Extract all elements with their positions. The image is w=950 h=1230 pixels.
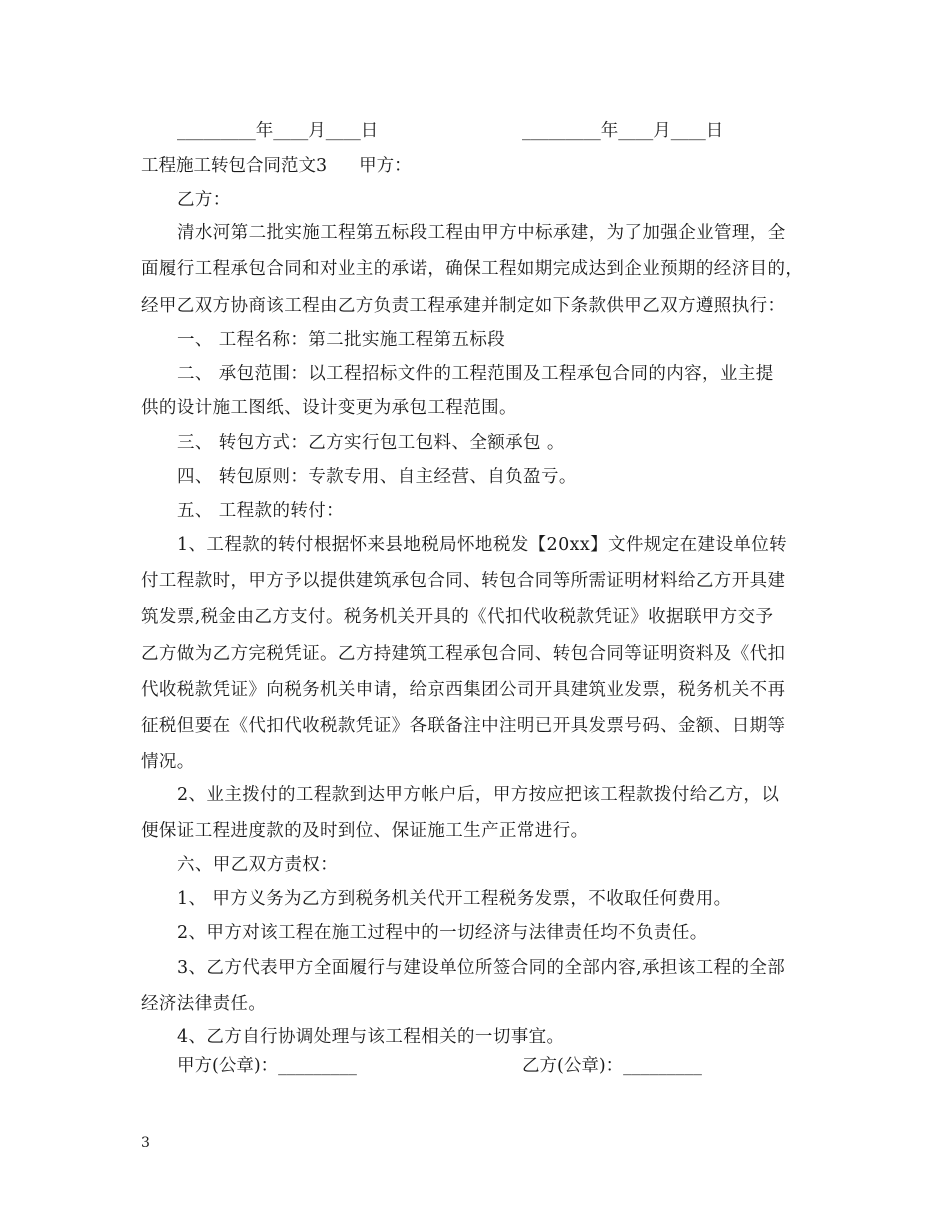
paragraph-line: 4、乙方自行协调处理与该工程相关的一切事宜。 xyxy=(177,1027,565,1047)
clause-project-name: 一、 工程名称：第二批实施工程第五标段 xyxy=(177,330,506,350)
doc-title: 工程施工转包合同范文3 xyxy=(141,156,328,176)
paragraph-line: 付工程款时，甲方予以提供建筑承包合同、转包合同等所需证明材料给乙方开具建 xyxy=(141,571,786,591)
date-right: _________年____月____日 xyxy=(522,121,724,141)
title-row xyxy=(141,148,412,184)
clause-scope: 二、 承包范围：以工程招标文件的工程范围及工程承包合同的内容，业主提 xyxy=(177,364,774,384)
paragraph-line: 经甲乙双方协商该工程由乙方负责工程承建并制定如下条款供甲乙双方遵照执行： xyxy=(141,296,786,316)
paragraph-line: 供的设计施工图纸、设计变更为承包工程范围。 xyxy=(141,398,517,418)
page-number: 3 xyxy=(141,1135,150,1151)
party-a-label: 甲方： xyxy=(359,156,412,176)
signature-party-b: 乙方(公章)：_________ xyxy=(522,1056,702,1076)
paragraph-line: 筑发票,税金由乙方支付。税务机关开具的《代扣代收税款凭证》收据联甲方交予 xyxy=(141,607,774,627)
paragraph-line: 1、工程款的转付根据怀来县地税局怀地税发【20xx】文件规定在建设单位转 xyxy=(177,535,788,555)
signature-party-a: 甲方(公章)：_________ xyxy=(177,1056,357,1076)
paragraph-line: 面履行工程承包合同和对业主的承诺，确保工程如期完成达到企业预期的经济目的， xyxy=(141,259,804,279)
paragraph-line: 情况。 xyxy=(141,752,195,772)
clause-payment: 五、 工程款的转付： xyxy=(177,501,345,521)
party-b-label: 乙方： xyxy=(177,190,231,210)
paragraph-line: 征税但要在《代扣代收税款凭证》各联备注中注明已开具发票号码、金额、日期等 xyxy=(141,716,786,736)
clause-rights: 六、甲乙双方责权： xyxy=(177,855,339,875)
paragraph-line: 经济法律责任。 xyxy=(141,994,267,1014)
paragraph-line: 乙方做为乙方完税凭证。乙方持建筑工程承包合同、转包合同等证明资料及《代扣 xyxy=(141,644,786,664)
paragraph-line: 便保证工程进度款的及时到位、保证施工生产正常进行。 xyxy=(141,821,589,841)
date-row xyxy=(177,113,817,149)
paragraph-line: 2、业主拨付的工程款到达甲方帐户后，甲方按应把该工程款拨付给乙方，以 xyxy=(177,785,780,805)
paragraph-line: 清水河第二批实施工程第五标段工程由甲方中标承建，为了加强企业管理，全 xyxy=(177,223,786,243)
clause-method: 三、 转包方式：乙方实行包工包料、全额承包 。 xyxy=(177,433,565,453)
paragraph-line: 代收税款凭证》向税务机关申请，给京西集团公司开具建筑业发票，税务机关不再 xyxy=(141,680,786,700)
date-left: _________年____月____日 xyxy=(177,121,379,141)
paragraph-line: 3、乙方代表甲方全面履行与建设单位所签合同的全部内容,承担该工程的全部 xyxy=(177,958,786,978)
paragraph-line: 1、 甲方义务为乙方到税务机关代开工程税务发票，不收取任何费用。 xyxy=(177,889,732,909)
signature-row xyxy=(177,1048,817,1084)
paragraph-line: 2、甲方对该工程在施工过程中的一切经济与法律责任均不负责任。 xyxy=(177,923,708,943)
clause-principle: 四、 转包原则：专款专用、自主经营、自负盈亏。 xyxy=(177,467,577,487)
